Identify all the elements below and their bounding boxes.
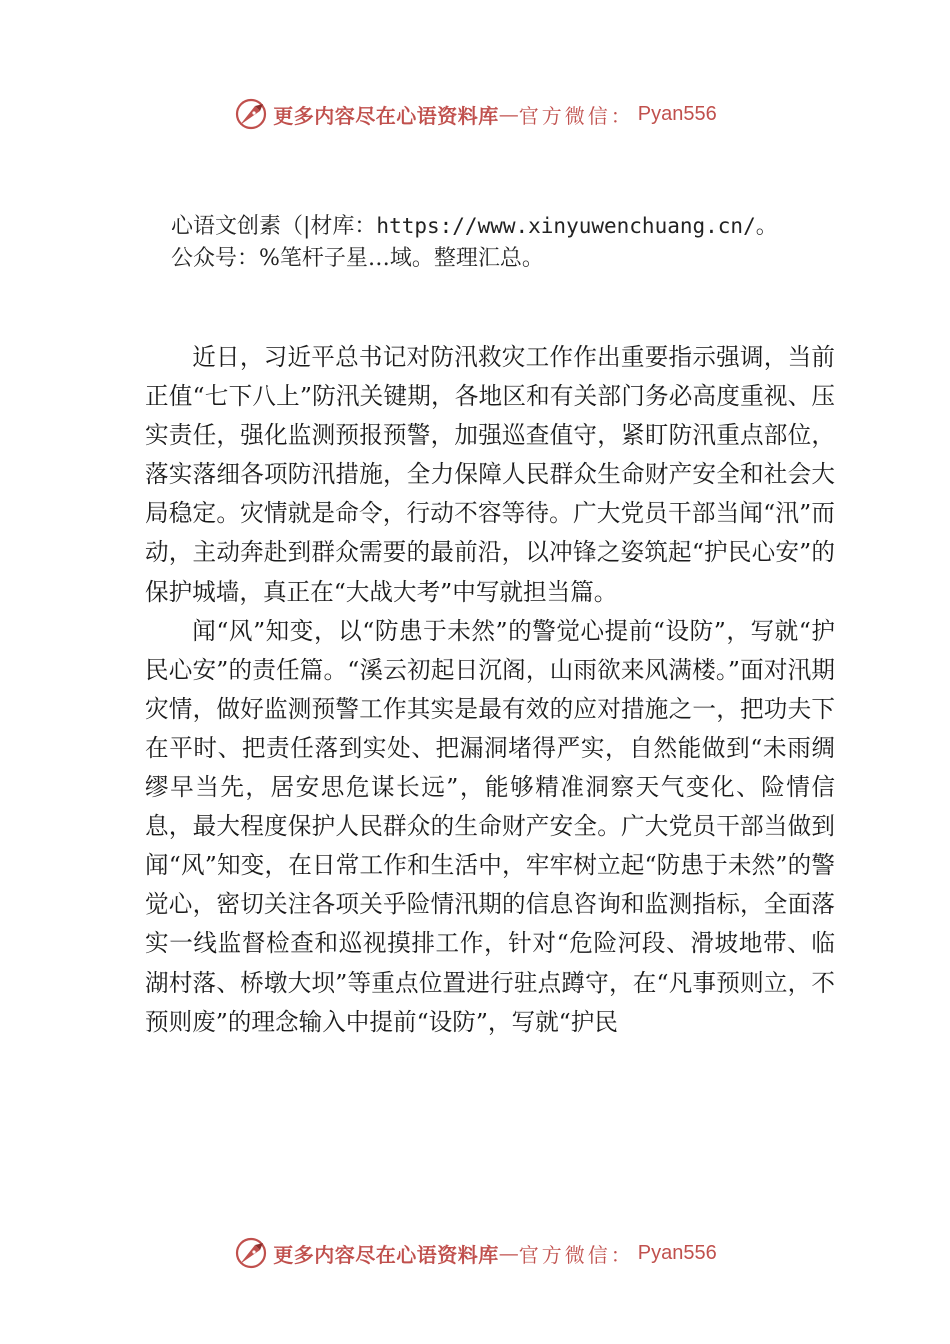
header-banner <box>0 92 950 136</box>
paragraph-1: 近日，习近平总书记对防汛救灾工作作出重要指示强调，当前正值“七下八上”防汛关键期，各地区和有关部门务必高度重视、压实责任，强化监测预报预警，加强巡查值守，紧盯防汛重点部位，落实落细各项防汛措施，全力保障人民群众生命财产安全和社会大局稳定。灾情就是命令，行动不容等待。广大党员干部当闻“汛”而动，主动奔赴到群众需要的最前沿，以冲锋之姿筑起“护民心安”的保护城墙，真正在“大战大考”中写就担当篇。 <box>145 343 835 606</box>
source-suffix: 。 <box>755 214 778 239</box>
banner-wechat-id: Pyan556 <box>637 102 717 125</box>
banner-main-text: 更多内容尽在心语资料库 <box>273 103 499 128</box>
source-note <box>171 210 871 275</box>
banner-dash: — <box>498 102 519 126</box>
paragraph-2: 闻“风”知变，以“防患于未然”的警觉心提前“设防”，写就“护民心安”的责任篇。“溪云初起日沉阁，山雨欲来风满楼。”面对汛期灾情，做好监测预警工作其实是最有效的应对措施之一，把功夫下在平时、把责任落到实处、把漏洞堵得严实，自然能做到“未雨绸缪早当先，居安思危谋长远”，能够精准洞察天气变化、险情信息，最大程度保护人民群众的生命财产安全。广大党员干部当做到闻“风”知变，在日常工作和生活中，牢牢树立起“防患于未然”的警觉心，密切关注各项关乎险情汛期的信息咨询和监测指标，全面落实一线监督检查和巡视摸排工作，针对“危险河段、滑坡地带、临湖村落、桥墩大坝”等重点位置进行驻点蹲守，在“凡事预则立，不预则废”的理念输入中提前“设防”，写就“护民 <box>145 616 835 1036</box>
banner-dash: — <box>498 1241 519 1265</box>
banner-wechat-id: Pyan556 <box>637 1241 717 1264</box>
footer-banner <box>0 1231 950 1275</box>
article-body <box>145 338 835 1042</box>
pen-nib-logo-icon <box>233 1235 269 1271</box>
banner-main-text: 更多内容尽在心语资料库 <box>273 1242 499 1267</box>
source-url[interactable]: https://www.xinyuwenchuang.cn/ <box>376 214 756 238</box>
banner-wechat-label: 官方微信： <box>518 1242 634 1267</box>
source-prefix: 心语文创素（|材库： <box>171 214 377 239</box>
source-line-1 <box>171 210 871 243</box>
pen-nib-logo-icon <box>233 96 269 132</box>
banner-wechat-label: 官方微信： <box>518 103 634 128</box>
source-line-2: 公众号：%笔杆子星…域。整理汇总。 <box>171 246 544 271</box>
